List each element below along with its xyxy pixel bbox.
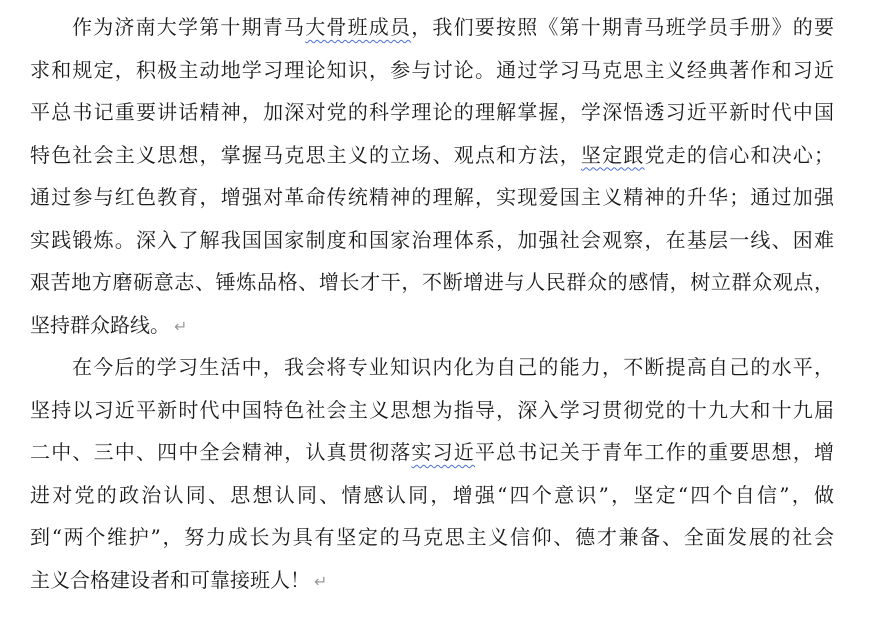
spellcheck-underline: 坚定跟: [580, 142, 645, 167]
text-line: 坚持群众路线。 ↵: [30, 312, 188, 337]
paragraph-mark-icon: ↵: [314, 571, 328, 591]
text-line: 求和规定，积极主动地学习理论知识，参与讨论。通过学习马克思主义经典著作和习近: [30, 57, 834, 82]
paragraph-2[interactable]: [30, 346, 834, 601]
document-page[interactable]: [30, 6, 834, 601]
text-line: 进对党的政治认同、思想认同、情感认同，增强“四个意识”，坚定“四个自信”，做: [30, 482, 834, 507]
text-line: 在今后的学习生活中，我会将专业知识内化为自己的能力，不断提高自己的水平，: [72, 355, 834, 379]
spellcheck-underline: 大骨班成员: [305, 15, 412, 39]
paragraph-mark-icon: ↵: [174, 316, 188, 336]
text-line: 通过参与红色教育，增强对革命传统精神的理解，实现爱国主义精神的升华；通过加强: [30, 185, 834, 209]
text-line: 实践锻炼。深入了解我国国家制度和国家治理体系，加强社会观察，在基层一线、困难: [30, 227, 834, 252]
text-line: 主义合格建设者和可靠接班人！ ↵: [30, 567, 328, 592]
text-line: 艰苦地方磨砺意志、锤炼品格、增长才干，不断增进与人民群众的感情，树立群众观点，: [30, 270, 834, 294]
text-line: 二中、三中、四中全会精神，认真贯彻落实习近平总书记关于青年工作的重要思想，增: [30, 440, 835, 464]
text-line: 到“两个维护”，努力成长为具有坚定的马克思主义信仰、德才兼备、全面发展的社会: [30, 525, 834, 549]
text-line: 特色社会主义思想，掌握马克思主义的立场、观点和方法，坚定跟党走的信心和决心；: [30, 142, 835, 167]
text-line: 平总书记重要讲话精神，加深对党的科学理论的理解掌握，学深悟透习近平新时代中国: [30, 100, 834, 124]
text-line: 坚持以习近平新时代中国特色社会主义思想为指导，深入学习贯彻党的十九大和十九届: [30, 397, 834, 422]
paragraph-1[interactable]: [30, 6, 834, 346]
text-line: 作为济南大学第十期青马大骨班成员，我们要按照《第十期青马班学员手册》的要: [72, 15, 835, 39]
spellcheck-underline: 实习近: [411, 440, 475, 464]
